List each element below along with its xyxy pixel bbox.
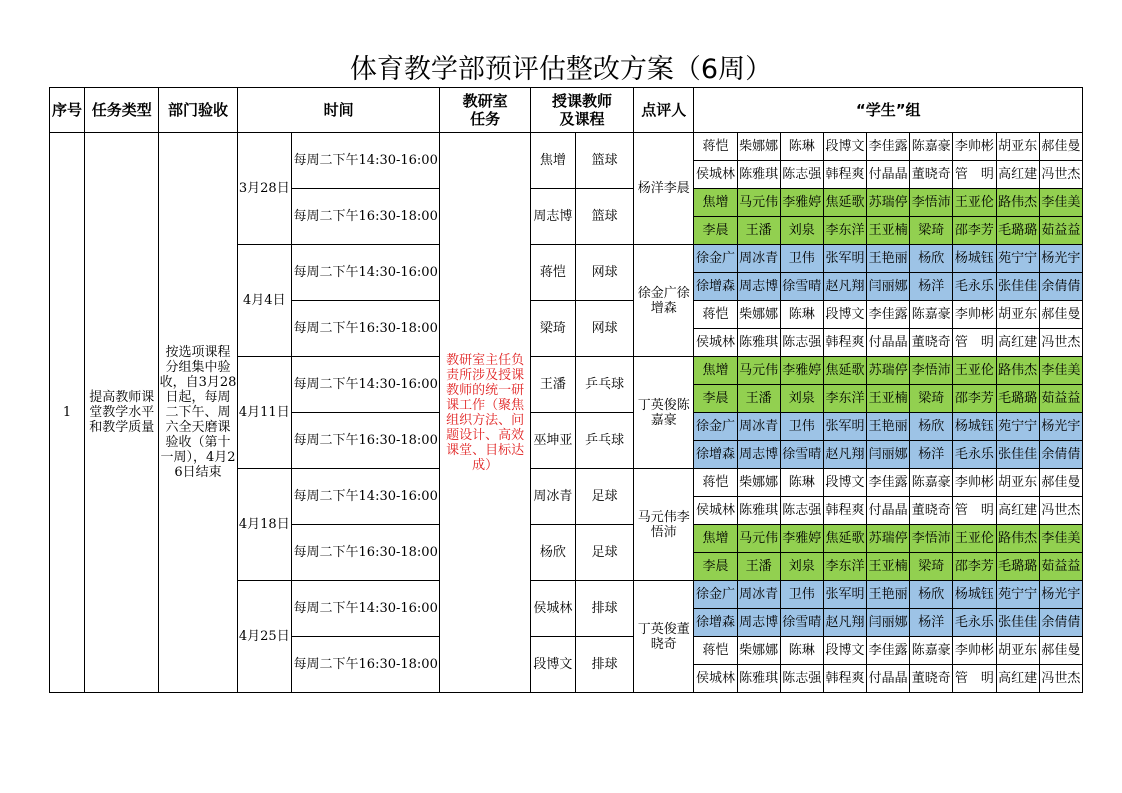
course-cell: 足球 [575, 469, 633, 525]
student-cell: 徐金广 [694, 245, 737, 273]
student-cell: 杨洋 [910, 273, 953, 301]
student-cell: 闫丽娜 [867, 273, 910, 301]
student-cell: 余倩倩 [1039, 441, 1082, 469]
student-cell: 周冰青 [737, 413, 780, 441]
student-cell: 陈志强 [780, 161, 823, 189]
student-cell: 焦增 [694, 525, 737, 553]
student-cell: 李佳露 [867, 133, 910, 161]
student-cell: 李帅彬 [953, 133, 996, 161]
course-cell: 篮球 [575, 133, 633, 189]
student-cell: 李佳美 [1039, 525, 1082, 553]
student-cell: 苑宁宁 [996, 245, 1039, 273]
student-cell: 陈雅琪 [737, 497, 780, 525]
teacher-cell: 焦增 [530, 133, 575, 189]
student-cell: 高红建 [996, 329, 1039, 357]
student-cell: 苑宁宁 [996, 413, 1039, 441]
student-cell: 郝佳曼 [1039, 469, 1082, 497]
student-cell: 徐增森 [694, 609, 737, 637]
student-cell: 杨光宇 [1039, 413, 1082, 441]
time-slot-cell: 每周二下午14:30-16:00 [291, 357, 440, 413]
student-cell: 韩程爽 [823, 497, 866, 525]
header-acceptance: 部门验收 [159, 88, 237, 133]
student-cell: 王亚楠 [867, 217, 910, 245]
student-cell: 蒋恺 [694, 469, 737, 497]
student-cell: 苏瑞停 [867, 189, 910, 217]
time-slot-cell: 每周二下午16:30-18:00 [291, 525, 440, 581]
student-cell: 陈嘉豪 [910, 301, 953, 329]
student-cell: 陈志强 [780, 329, 823, 357]
student-cell: 李东洋 [823, 553, 866, 581]
student-cell: 毛永乐 [953, 609, 996, 637]
student-cell: 陈志强 [780, 497, 823, 525]
course-cell: 排球 [575, 637, 633, 693]
student-cell: 管 明 [953, 161, 996, 189]
student-cell: 王艳丽 [867, 245, 910, 273]
student-cell: 郝佳曼 [1039, 637, 1082, 665]
student-cell: 杨欣 [910, 413, 953, 441]
research-task-cell: 教研室主任负责所涉及授课教师的统一研课工作（聚焦组织方法、问题设计、高效课堂、目标达成） [440, 133, 530, 693]
student-cell: 付晶晶 [867, 329, 910, 357]
student-cell: 邵李芳 [953, 385, 996, 413]
student-cell: 周冰青 [737, 245, 780, 273]
student-cell: 周志博 [737, 609, 780, 637]
student-cell: 柴娜娜 [737, 301, 780, 329]
student-cell: 冯世杰 [1039, 329, 1082, 357]
student-cell: 冯世杰 [1039, 161, 1082, 189]
reviewer-cell: 徐金广徐增森 [634, 245, 694, 357]
student-cell: 董晓奇 [910, 497, 953, 525]
student-cell: 张佳佳 [996, 609, 1039, 637]
student-cell: 王潘 [737, 385, 780, 413]
student-cell: 苑宁宁 [996, 581, 1039, 609]
student-cell: 路伟杰 [996, 189, 1039, 217]
student-cell: 王艳丽 [867, 581, 910, 609]
student-cell: 李悟沛 [910, 525, 953, 553]
header-time: 时间 [237, 88, 440, 133]
student-cell: 王潘 [737, 553, 780, 581]
student-cell: 陈琳 [780, 301, 823, 329]
student-cell: 马元伟 [737, 357, 780, 385]
student-cell: 张军明 [823, 581, 866, 609]
seq-cell: 1 [50, 133, 85, 693]
student-cell: 毛璐璐 [996, 385, 1039, 413]
student-cell: 赵凡翔 [823, 441, 866, 469]
student-cell: 韩程爽 [823, 329, 866, 357]
student-cell: 董晓奇 [910, 329, 953, 357]
student-cell: 董晓奇 [910, 665, 953, 693]
student-cell: 卫伟 [780, 245, 823, 273]
student-cell: 胡亚东 [996, 133, 1039, 161]
student-cell: 王亚伦 [953, 189, 996, 217]
student-cell: 梁琦 [910, 385, 953, 413]
student-cell: 李雅婷 [780, 525, 823, 553]
student-cell: 毛璐璐 [996, 553, 1039, 581]
student-cell: 焦延歌 [823, 189, 866, 217]
date-cell: 4月11日 [237, 357, 291, 469]
header-teacher-course: 授课教师及课程 [530, 88, 633, 133]
student-cell: 陈志强 [780, 665, 823, 693]
student-cell: 李雅婷 [780, 357, 823, 385]
student-cell: 管 明 [953, 665, 996, 693]
reviewer-cell: 丁英俊董晓奇 [634, 581, 694, 693]
student-cell: 蒋恺 [694, 301, 737, 329]
date-cell: 4月4日 [237, 245, 291, 357]
time-slot-cell: 每周二下午14:30-16:00 [291, 245, 440, 301]
student-cell: 高红建 [996, 161, 1039, 189]
student-cell: 侯城林 [694, 329, 737, 357]
header-row [50, 88, 1083, 133]
student-cell: 韩程爽 [823, 161, 866, 189]
student-cell: 李雅婷 [780, 189, 823, 217]
student-cell: 张佳佳 [996, 441, 1039, 469]
teacher-cell: 杨欣 [530, 525, 575, 581]
student-cell: 陈雅琪 [737, 665, 780, 693]
student-cell: 卫伟 [780, 413, 823, 441]
time-slot-cell: 每周二下午14:30-16:00 [291, 469, 440, 525]
student-cell: 闫丽娜 [867, 441, 910, 469]
student-cell: 茹益益 [1039, 385, 1082, 413]
student-cell: 管 明 [953, 329, 996, 357]
student-cell: 胡亚东 [996, 469, 1039, 497]
student-cell: 董晓奇 [910, 161, 953, 189]
student-cell: 陈琳 [780, 133, 823, 161]
student-cell: 侯城林 [694, 497, 737, 525]
teacher-cell: 梁琦 [530, 301, 575, 357]
student-cell: 陈雅琪 [737, 329, 780, 357]
student-cell: 焦增 [694, 189, 737, 217]
student-cell: 陈嘉豪 [910, 637, 953, 665]
student-cell: 高红建 [996, 665, 1039, 693]
teacher-cell: 侯城林 [530, 581, 575, 637]
student-cell: 茹益益 [1039, 553, 1082, 581]
student-cell: 卫伟 [780, 581, 823, 609]
teacher-cell: 巫坤亚 [530, 413, 575, 469]
student-cell: 徐金广 [694, 581, 737, 609]
student-cell: 毛永乐 [953, 273, 996, 301]
student-cell: 王亚楠 [867, 385, 910, 413]
student-cell: 段博文 [823, 469, 866, 497]
date-cell: 4月25日 [237, 581, 291, 693]
student-cell: 侯城林 [694, 665, 737, 693]
student-cell: 陈琳 [780, 637, 823, 665]
student-cell: 马元伟 [737, 525, 780, 553]
student-cell: 邵李芳 [953, 217, 996, 245]
student-cell: 陈琳 [780, 469, 823, 497]
student-cell: 焦延歌 [823, 357, 866, 385]
student-cell: 刘泉 [780, 385, 823, 413]
course-cell: 排球 [575, 581, 633, 637]
header-research-task: 教研室任务 [440, 88, 530, 133]
student-cell: 付晶晶 [867, 161, 910, 189]
student-cell: 郝佳曼 [1039, 301, 1082, 329]
student-cell: 陈嘉豪 [910, 469, 953, 497]
time-slot-cell: 每周二下午16:30-18:00 [291, 301, 440, 357]
student-cell: 路伟杰 [996, 357, 1039, 385]
student-cell: 杨光宇 [1039, 245, 1082, 273]
student-cell: 赵凡翔 [823, 273, 866, 301]
header-seq: 序号 [50, 88, 85, 133]
student-cell: 李东洋 [823, 217, 866, 245]
student-cell: 杨欣 [910, 581, 953, 609]
student-cell: 毛永乐 [953, 441, 996, 469]
date-cell: 4月18日 [237, 469, 291, 581]
course-cell: 足球 [575, 525, 633, 581]
student-cell: 付晶晶 [867, 665, 910, 693]
acceptance-cell: 按选项课程分组集中验收，自3月28日起，每周二下午、周六全天磨课验收（第十一周），4月26日结束 [159, 133, 237, 693]
student-cell: 余倩倩 [1039, 609, 1082, 637]
student-cell: 闫丽娜 [867, 609, 910, 637]
student-cell: 杨城钰 [953, 581, 996, 609]
student-cell: 胡亚东 [996, 637, 1039, 665]
student-cell: 焦增 [694, 357, 737, 385]
student-cell: 段博文 [823, 301, 866, 329]
student-cell: 高红建 [996, 497, 1039, 525]
reviewer-cell: 杨洋李晨 [634, 133, 694, 245]
student-cell: 张佳佳 [996, 273, 1039, 301]
student-cell: 李佳露 [867, 469, 910, 497]
schedule-table [49, 87, 1083, 693]
course-cell: 篮球 [575, 189, 633, 245]
student-cell: 徐雪晴 [780, 441, 823, 469]
date-cell: 3月28日 [237, 133, 291, 245]
student-cell: 徐增森 [694, 273, 737, 301]
student-cell: 郝佳曼 [1039, 133, 1082, 161]
student-cell: 柴娜娜 [737, 637, 780, 665]
course-cell: 乒乓球 [575, 357, 633, 413]
student-cell: 冯世杰 [1039, 665, 1082, 693]
header-reviewer: 点评人 [634, 88, 694, 133]
student-cell: 李悟沛 [910, 357, 953, 385]
student-cell: 李帅彬 [953, 637, 996, 665]
teacher-cell: 周冰青 [530, 469, 575, 525]
time-slot-cell: 每周二下午16:30-18:00 [291, 413, 440, 469]
teacher-cell: 蒋恺 [530, 245, 575, 301]
student-cell: 周志博 [737, 441, 780, 469]
student-cell: 李佳美 [1039, 357, 1082, 385]
student-cell: 李帅彬 [953, 469, 996, 497]
student-cell: 徐雪晴 [780, 609, 823, 637]
student-cell: 胡亚东 [996, 301, 1039, 329]
student-cell: 李帅彬 [953, 301, 996, 329]
student-cell: 周冰青 [737, 581, 780, 609]
task-type-cell: 提高教师课堂教学水平和教学质量 [85, 133, 159, 693]
student-cell: 梁琦 [910, 217, 953, 245]
student-cell: 路伟杰 [996, 525, 1039, 553]
student-cell: 焦延歌 [823, 525, 866, 553]
student-cell: 侯城林 [694, 161, 737, 189]
student-cell: 李晨 [694, 217, 737, 245]
reviewer-cell: 丁英俊陈嘉豪 [634, 357, 694, 469]
student-cell: 段博文 [823, 637, 866, 665]
course-cell: 乒乓球 [575, 413, 633, 469]
student-cell: 张军明 [823, 413, 866, 441]
student-cell: 杨城钰 [953, 413, 996, 441]
course-cell: 网球 [575, 245, 633, 301]
student-cell: 徐增森 [694, 441, 737, 469]
student-cell: 柴娜娜 [737, 133, 780, 161]
student-cell: 蒋恺 [694, 637, 737, 665]
student-cell: 梁琦 [910, 553, 953, 581]
teacher-cell: 周志博 [530, 189, 575, 245]
student-cell: 苏瑞停 [867, 525, 910, 553]
student-cell: 李佳露 [867, 301, 910, 329]
header-task-type: 任务类型 [85, 88, 159, 133]
time-slot-cell: 每周二下午14:30-16:00 [291, 133, 440, 189]
student-cell: 杨洋 [910, 609, 953, 637]
student-cell: 徐金广 [694, 413, 737, 441]
student-cell: 蒋恺 [694, 133, 737, 161]
student-cell: 马元伟 [737, 189, 780, 217]
student-cell: 付晶晶 [867, 497, 910, 525]
student-cell: 王亚楠 [867, 553, 910, 581]
header-student-group: “学生”组 [694, 88, 1083, 133]
student-cell: 李悟沛 [910, 189, 953, 217]
student-cell: 陈雅琪 [737, 161, 780, 189]
teacher-cell: 段博文 [530, 637, 575, 693]
student-cell: 韩程爽 [823, 665, 866, 693]
student-cell: 李东洋 [823, 385, 866, 413]
student-cell: 张军明 [823, 245, 866, 273]
student-cell: 刘泉 [780, 217, 823, 245]
student-cell: 茹益益 [1039, 217, 1082, 245]
student-cell: 刘泉 [780, 553, 823, 581]
student-cell: 苏瑞停 [867, 357, 910, 385]
student-cell: 李晨 [694, 385, 737, 413]
student-cell: 杨城钰 [953, 245, 996, 273]
student-cell: 管 明 [953, 497, 996, 525]
table-row [50, 133, 1083, 161]
student-cell: 王潘 [737, 217, 780, 245]
teacher-cell: 王潘 [530, 357, 575, 413]
student-cell: 徐雪晴 [780, 273, 823, 301]
reviewer-cell: 马元伟李悟沛 [634, 469, 694, 581]
student-cell: 杨洋 [910, 441, 953, 469]
time-slot-cell: 每周二下午16:30-18:00 [291, 637, 440, 693]
student-cell: 冯世杰 [1039, 497, 1082, 525]
student-cell: 王艳丽 [867, 413, 910, 441]
student-cell: 毛璐璐 [996, 217, 1039, 245]
student-cell: 李佳露 [867, 637, 910, 665]
student-cell: 邵李芳 [953, 553, 996, 581]
student-cell: 杨光宇 [1039, 581, 1082, 609]
time-slot-cell: 每周二下午14:30-16:00 [291, 581, 440, 637]
student-cell: 杨欣 [910, 245, 953, 273]
student-cell: 陈嘉豪 [910, 133, 953, 161]
course-cell: 网球 [575, 301, 633, 357]
student-cell: 李晨 [694, 553, 737, 581]
student-cell: 段博文 [823, 133, 866, 161]
student-cell: 柴娜娜 [737, 469, 780, 497]
page-title: 体育教学部预评估整改方案（6周） [349, 54, 773, 85]
student-cell: 王亚伦 [953, 525, 996, 553]
student-cell: 周志博 [737, 273, 780, 301]
time-slot-cell: 每周二下午16:30-18:00 [291, 189, 440, 245]
student-cell: 王亚伦 [953, 357, 996, 385]
student-cell: 余倩倩 [1039, 273, 1082, 301]
student-cell: 赵凡翔 [823, 609, 866, 637]
student-cell: 李佳美 [1039, 189, 1082, 217]
